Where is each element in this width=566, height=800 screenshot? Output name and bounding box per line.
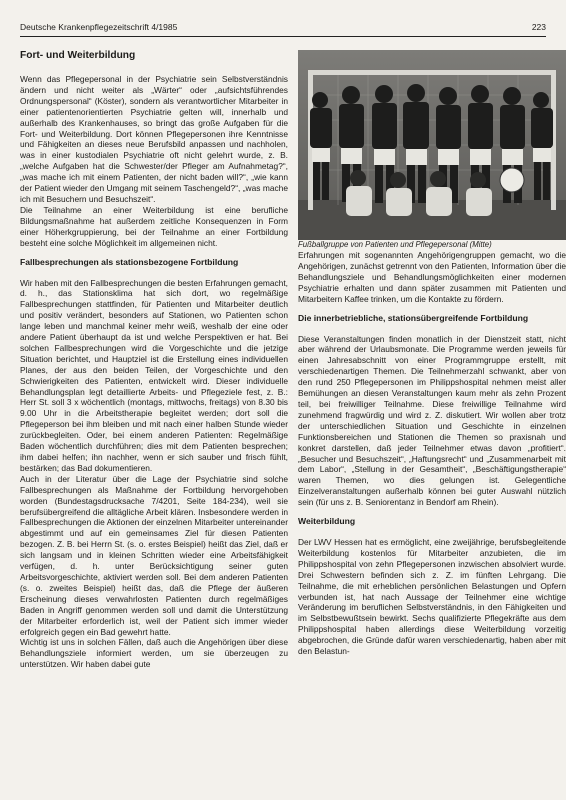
subsection-heading: Weiterbildung [298,516,356,527]
team-photo [298,50,566,240]
football-team-photo-image [298,50,566,240]
paragraph: Diese Veranstaltungen finden monatlich in der Dienstzeit statt, nicht aber während der Urlaubsmonate. Die Programme werden jeweils für einen Jahresabschnitt von einer Programmgruppe erstellt, mit verschiedenartigen Themen. Die Teilnehmerzahl schwankt, aber von den rund 250 Pflegepersonen im Philippshospital nehmen meist aller Bemühungen an diesen Veranstaltungen kaum mehr als zehn Prozent teil, bei freiwilliger Teilnahme. Diese freiwillige Teilnahme wird zunehmend fragwürdig und wird z. Z. diskutiert. Wir wollen aber trotz der unterschiedlichen Situation und Geschichte in einzelnen Funktionsbereichen und Stationen die Themen so praxisnah und konkret darstellen, daß jeder Teilnehmer etwas davon „profitiert“. „Besucher und Besuchszeit“, „Haftungsrecht“ und „Zusammenarbeit mit dem Labor“, „Stellung in der Gesamtheit“, „Beschäftigungstherapie“ waren Themen, wo dies gelungen ist. Gelegentliche Einzelveranstaltungen außerhalb können bei guter Auswahl nützlich sein (für uns z. B. Seniorentanz in Bendorf am Rhein). [298,333,566,508]
paragraph: Wir haben mit den Fallbesprechungen die besten Erfahrungen gemacht, d. h., das Stationsklima hat sich dort, wo regelmäßige Fallbesprechungen stattfinden, für Patienten und Mitarbeiter deutlich und positiv verändert, besonders auf Stationen, wo Patienten schon lange leben und manchmal keiner mehr weiß, weshalb der eine oder andere Patient überhaupt da ist und welche Perspektiven er hat. Bei solchen Fallbesprechungen wird die Vorgeschichte und die jetzige Situation berichtet, und Hauptziel ist die Erstellung eines individuellen Planes, der aus den beiden Teilen, der Vorgeschichte und den Schwierigkeiten des Patienten, entwickelt wird. Dieser individuelle Behandlungsplan legt detaillierte Arbeits- und Pflegeziele fest, z. B.: Herr St. soll 3 x wöchentlich (montags, mittwochs, freitags) von 8.30 bis 9.00 Uhr in die Arbeitstherapie begleitet werden; dort soll die Pflegeperson bei ihm bleiben und mit nach einer halben Stunde wieder zurückbegleiten. Oder, bei einem anderen Patienten: Regelmäßige Baden wöchentlich durchführen; dies mit dem Patienten besprechen; ihm dabei helfen; ihn nachher, wenn er sich sauber und frisch fühlt, bestärken; das Bad dokumentieren. [20,277,288,473]
photo-caption: Fußballgruppe von Patienten und Pflegepersonal (Mitte) [298,240,492,249]
left-column [20,50,288,792]
paragraph: Auch in der Literatur über die Lage der Psychiatrie sind solche Fallbesprechungen als Maßnahme der Fortbildung hervorgehoben worden (Bundestagsdrucksache 7/4201, Seite 184-234), weil sie berufsübergreifend die alltägliche Arbeit klären. Insbesondere werden in Fallbesprechungen die Aktionen der einzelnen Mitarbeiter untereinander abgestimmt und auf ein gemeinsames Ziel für diesen Patienten bezogen. Z. B. bei Herrn St. (s. o. erstes Beispiel) heißt das Ziel, daß er sich langsam und in kleinen Schritten wieder eine Arbeitsfähigkeit verfügen, d. h. unter Berücksichtigung seiner guten Arbeitsvorgeschichte, aktiviert werden soll. Bei dem anderen Patienten (s. o. zweites Beispiel) heißt das, daß die Pflege der äußeren Erscheinung dieses verwahrlosten Patienten durch regelmäßiges Baden in Angriff genommen werden soll und damit die Unterstützung der Mitarbeiter erforderlich ist, weil der Patient sich immer wieder erfolgreich gegen ein Bad gewehrt hatte. [20,473,288,637]
paragraph: Die Teilnahme an einer Weiterbildung ist eine berufliche Bildungsmaßnahme hat außerdem zeitliche Konsequenzen in Form einer Höherkgruppierung, bei der Teilnahme an einer Fortbildung besteht eine solche Möglichkeit im allgemeinen nicht. [20,204,288,248]
page-number: 223 [531,22,546,32]
subsection-heading: Die innerbetriebliche, stationsübergreifende Fortbildung [298,312,529,323]
subsection-heading: Fallbesprechungen als stationsbezogene Fortbildung [20,256,239,267]
header-rule [20,36,546,37]
paragraph: Erfahrungen mit sogenannten Angehörigengruppen gemacht, wo die Angehörigen, zunächst getrennt von den Patienten, Information über die Behandlungsziele und Behandlungsmöglichkeiten einer modernen Psychiatrie erhalten und dann später zusammen mit Patienten und Mitarbeitern Kaffee trinken, um die Kontakte zu fördern. [298,250,566,304]
section-heading: Fort- und Weiterbildung [20,50,136,61]
right-column [298,50,566,792]
paragraph: Der LWV Hessen hat es ermöglicht, eine zweijährige, berufsbegleitende Weiterbildung kostenlos für Mitarbeiter anzubieten, die im Philippshospital von zehn Pflegepersonen inzwischen absolviert wurde. Drei Schwestern befinden sich z. Z. im fünften Lehrgang. Die Teilnahme, die mit erheblichen persönlichen Belastungen und Opfern verbunden ist, hat nach Aussage der Teilnehmer eine wichtige Veränderung im beruflichen Selbstverständnis, in den Fähigkeiten und im Selbstbewußtsein bewirkt. Sechs qualifizierte Pflegekräfte aus dem Philippshospital haben allerdings diese Weiterbildung vorzeitig abgebrochen, die Gründe dafür waren verschiedenartig, haben aber mit den Belastun- [298,537,566,657]
journal-title: Deutsche Krankenpflegezeitschrift 4/1985 [20,22,178,32]
paragraph: Wenn das Pflegepersonal in der Psychiatrie sein Selbstverständnis ändern und nicht weiter als „Wärter“ oder „aufsichtsführendes Ordnungspersonal“ (Köster), sondern als verantwortlicher Mitarbeiter in einer patientenorientierten Psychiatrie gelten will, innerhalb und außerhalb des Krankenhauses, so bringt das große Aufgaben für die Fort- und Weiterbildung. Dort können Pflegepersonen ihre Kenntnisse und Fähigkeiten an dieses neue Berufsbild anpassen und nachholen, was in einer kustodialen Psychiatrie oft nicht gelehrt wurde, z. B. „welche Aufgaben hat die Schwester/der Pfleger am Aufnahmetag?“, „was mache ich mit einem Patienten, der nicht baden will?“, „wie kann der Patient wieder den Umgang mit seinem Taschengeld?“, „was mache ich mit Besuchern und Besuchszeit“. [20,74,288,204]
running-header [20,22,546,34]
paragraph: Wichtig ist uns in solchen Fällen, daß auch die Angehörigen über diese Behandlungsziele informiert werden, um sie überzeugen zu unterstützen. Wir haben dabei gute [20,637,288,670]
